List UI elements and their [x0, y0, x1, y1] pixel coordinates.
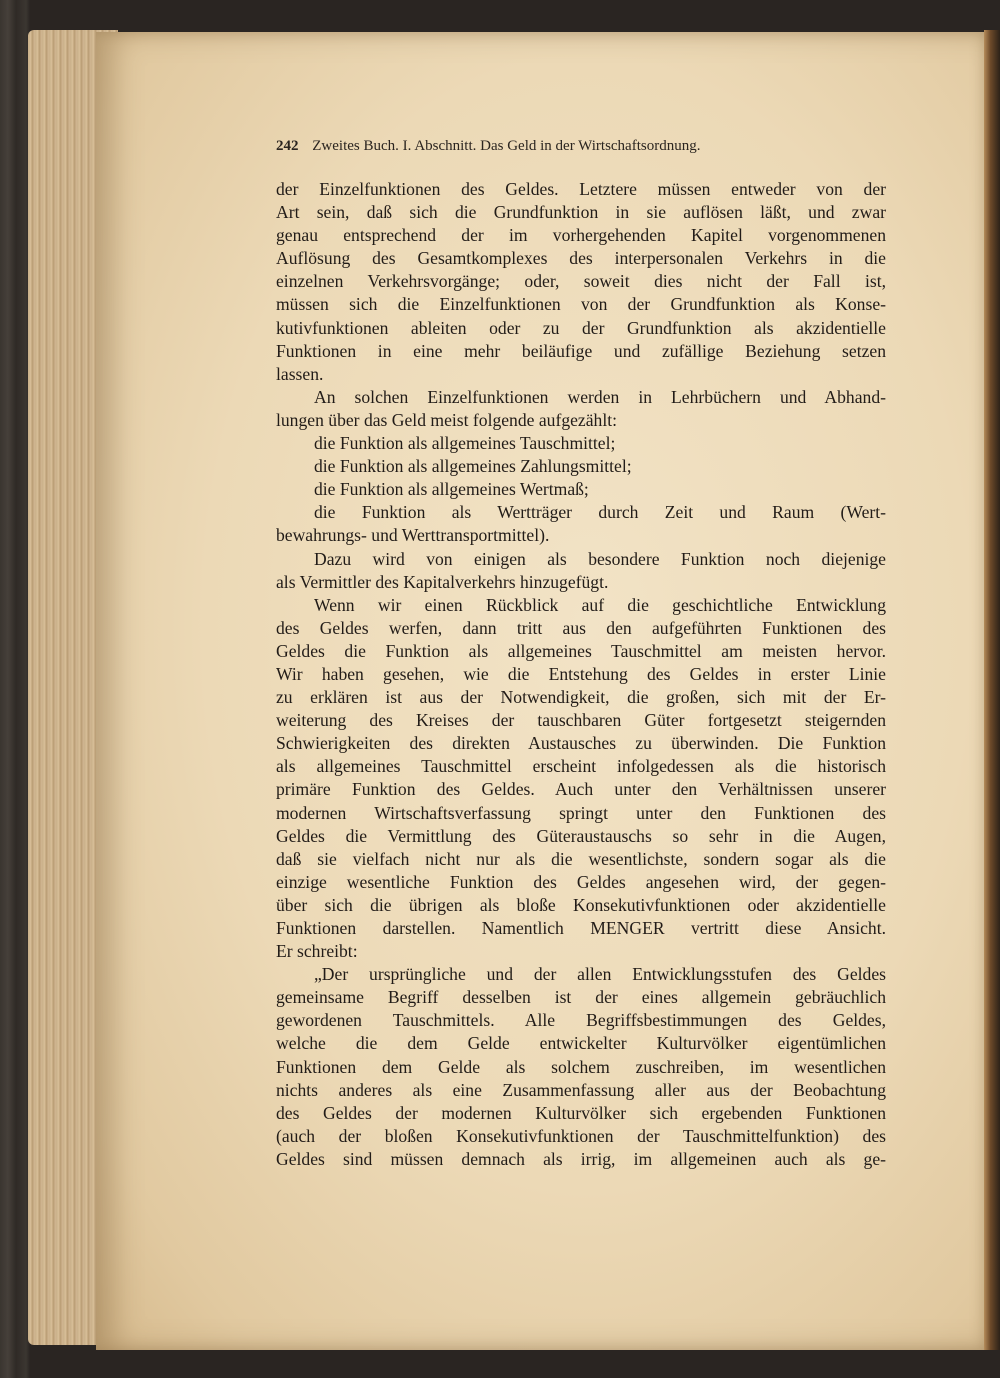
text-line: Geldes sind müssen demnach als irrig, im allgemeinen auch als ge-	[276, 1148, 886, 1169]
running-title: Zweites Buch. I. Abschnitt. Das Geld in der Wirtschaftsordnung.	[312, 138, 701, 154]
text-line: lungen über das Geld meist folgende aufgezählt:	[276, 409, 618, 430]
text-line: welche die dem Gelde entwickelter Kulturvölker eigentümlichen	[276, 1033, 886, 1054]
text-line: bewahrungs- und Werttransportmittel).	[276, 525, 550, 546]
text-line: die Funktion als Wertträger durch Zeit und Raum (Wert-	[314, 502, 886, 523]
text-line: nichts anderes als eine Zusammenfassung aller aus der Beobachtung	[276, 1079, 886, 1100]
page-number: 242	[276, 138, 299, 154]
text-line: als Vermittler des Kapitalverkehrs hinzugefügt.	[276, 571, 609, 592]
text-line: genau entsprechend der im vorhergehenden Kapitel vorgenommenen	[276, 225, 886, 246]
text-line: modernen Wirtschaftsverfassung springt unter den Funktionen des	[276, 802, 886, 823]
text-line: Dazu wird von einigen als besondere Funktion noch diejenige	[314, 548, 886, 569]
text-line: „Der ursprüngliche und der allen Entwicklungsstufen des Geldes	[314, 964, 886, 985]
text-line: gewordenen Tauschmittels. Alle Begriffsbestimmungen des Geldes,	[276, 1010, 886, 1031]
text-line: Art sein, daß sich die Grundfunktion in sie auflösen läßt, und zwar	[276, 202, 886, 223]
text-line: Wenn wir einen Rückblick auf die geschichtliche Entwicklung	[314, 594, 886, 615]
text-line: zu erklären ist aus der Notwendigkeit, die großen, sich mit der Er-	[276, 687, 886, 708]
text-line: Funktionen in eine mehr beiläufige und zufällige Beziehung setzen	[276, 340, 886, 361]
text-line: (auch der bloßen Konsekutivfunktionen der Tauschmittelfunktion) des	[276, 1125, 886, 1146]
text-line: weiterung des Kreises der tauschbaren Güter fortgesetzt steigernden	[276, 710, 886, 731]
text-line: Er schreibt:	[276, 941, 358, 962]
text-line: der Einzelfunktionen des Geldes. Letztere müssen entweder von der	[276, 179, 886, 199]
text-line: als allgemeines Tauschmittel erscheint infolgedessen als die historisch	[276, 756, 886, 777]
text-line: daß sie vielfach nicht nur als die wesentlichste, sondern sogar als die	[276, 848, 886, 869]
text-line: des Geldes der modernen Kulturvölker sich ergebenden Funktionen	[276, 1102, 886, 1123]
text-line: An solchen Einzelfunktionen werden in Lehrbüchern und Abhand-	[314, 386, 886, 407]
text-line: die Funktion als allgemeines Wertmaß;	[314, 479, 589, 500]
text-line: Wir haben gesehen, wie die Entstehung des Geldes in erster Linie	[276, 663, 886, 684]
text-line: müssen sich die Einzelfunktionen von der Grundfunktion als Konse-	[276, 294, 886, 315]
text-line: des Geldes werfen, dann tritt aus den aufgeführten Funktionen des	[276, 617, 886, 638]
text-line: Funktionen darstellen. Namentlich MENGER vertritt diese Ansicht.	[276, 918, 886, 938]
text-line: die Funktion als allgemeines Zahlungsmittel;	[314, 456, 632, 477]
text-line: Geldes die Funktion als allgemeines Tauschmittel am meisten hervor.	[276, 640, 886, 661]
text-line: kutivfunktionen ableiten oder zu der Grundfunktion als akzidentielle	[276, 317, 886, 338]
text-line: Schwierigkeiten des direkten Austausches zu überwinden. Die Funktion	[276, 733, 886, 754]
text-line: einzige wesentliche Funktion des Geldes angesehen wird, der gegen-	[276, 871, 886, 892]
text-line: primäre Funktion des Geldes. Auch unter den Verhältnissen unserer	[276, 779, 886, 800]
text-line: Geldes die Vermittlung des Güteraustauschs so sehr in die Augen,	[276, 825, 886, 846]
text-line: Funktionen dem Gelde als solchem zuschreiben, im wesentlichen	[276, 1056, 886, 1077]
body-text	[276, 178, 886, 1171]
text-line: Auflösung des Gesamtkomplexes des interpersonalen Verkehrs in die	[276, 248, 886, 269]
text-line: gemeinsame Begriff desselben ist der eines allgemein gebräuchlich	[276, 987, 886, 1008]
running-header	[276, 138, 836, 155]
book-spine-edge	[984, 30, 1000, 1350]
text-line: über sich die übrigen als bloße Konsekutivfunktionen oder akzidentielle	[276, 894, 886, 915]
text-line: einzelnen Verkehrsvorgänge; oder, soweit dies nicht der Fall ist,	[276, 271, 886, 292]
text-line: lassen.	[276, 363, 324, 384]
text-line: die Funktion als allgemeines Tauschmittel;	[314, 433, 616, 454]
